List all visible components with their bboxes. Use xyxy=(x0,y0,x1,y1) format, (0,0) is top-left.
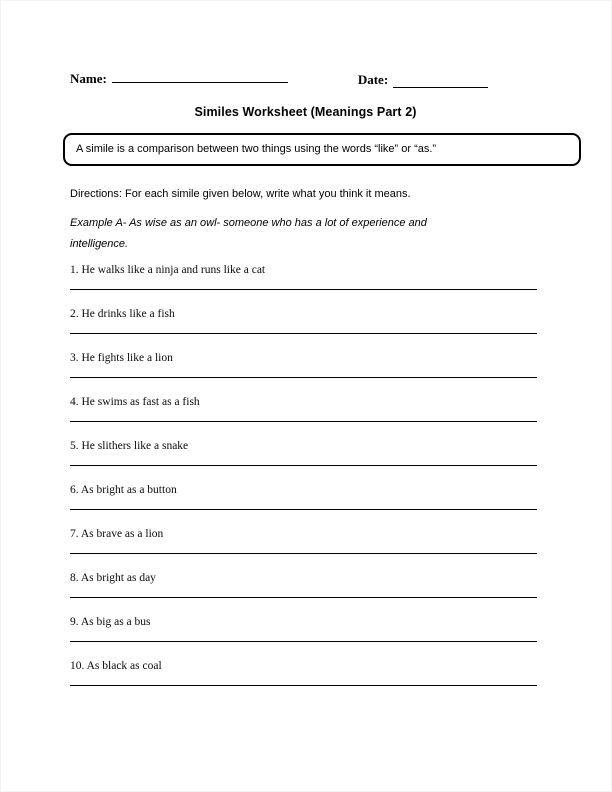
worksheet-item xyxy=(70,396,581,422)
header xyxy=(70,70,581,88)
answer-line xyxy=(70,553,537,554)
item-prompt: 1. He walks like a ninja and runs like a cat xyxy=(70,264,266,276)
item-prompt: 4. He swims as fast as a fish xyxy=(70,396,200,408)
example-text: Example A- As wise as an owl- someone who has a lot of experience and intelligence. xyxy=(70,217,427,250)
worksheet-item xyxy=(70,484,581,510)
name-field xyxy=(70,70,288,88)
worksheet-item xyxy=(70,352,581,378)
answer-line xyxy=(70,333,537,334)
item-prompt: 9. As big as a bus xyxy=(70,616,151,628)
worksheet-item xyxy=(70,572,581,598)
name-blank-line xyxy=(112,70,288,83)
item-prompt: 3. He fights like a lion xyxy=(70,352,173,364)
answer-line xyxy=(70,377,537,378)
worksheet-title: Similes Worksheet (Meanings Part 2) xyxy=(194,105,417,119)
worksheet-item xyxy=(70,440,581,466)
answer-line xyxy=(70,421,537,422)
date-blank-line xyxy=(393,75,488,88)
answer-line xyxy=(70,597,537,598)
answer-line xyxy=(70,685,537,686)
definition-text: A simile is a comparison between two things using the words “like” or “as.” xyxy=(76,143,437,155)
worksheet-item xyxy=(70,264,581,290)
answer-line xyxy=(70,465,537,466)
item-prompt: 6. As bright as a button xyxy=(70,484,177,496)
item-prompt: 10. As black as coal xyxy=(70,660,162,672)
worksheet-item xyxy=(70,308,581,334)
item-prompt: 8. As bright as day xyxy=(70,572,156,584)
item-prompt: 2. He drinks like a fish xyxy=(70,308,175,320)
date-label: Date: xyxy=(357,72,389,87)
worksheet-item xyxy=(70,660,581,686)
items-list xyxy=(70,264,581,686)
name-label: Name: xyxy=(70,71,107,86)
date-field xyxy=(358,72,488,88)
item-prompt: 5. He slithers like a snake xyxy=(70,440,189,452)
item-prompt: 7. As brave as a lion xyxy=(70,528,164,540)
answer-line xyxy=(70,289,537,290)
worksheet-item xyxy=(70,528,581,554)
answer-line xyxy=(70,641,537,642)
worksheet-item xyxy=(70,616,581,642)
answer-line xyxy=(70,509,537,510)
definition-box xyxy=(63,133,581,166)
directions-text: Directions: For each simile given below, write what you think it means. xyxy=(70,188,411,200)
